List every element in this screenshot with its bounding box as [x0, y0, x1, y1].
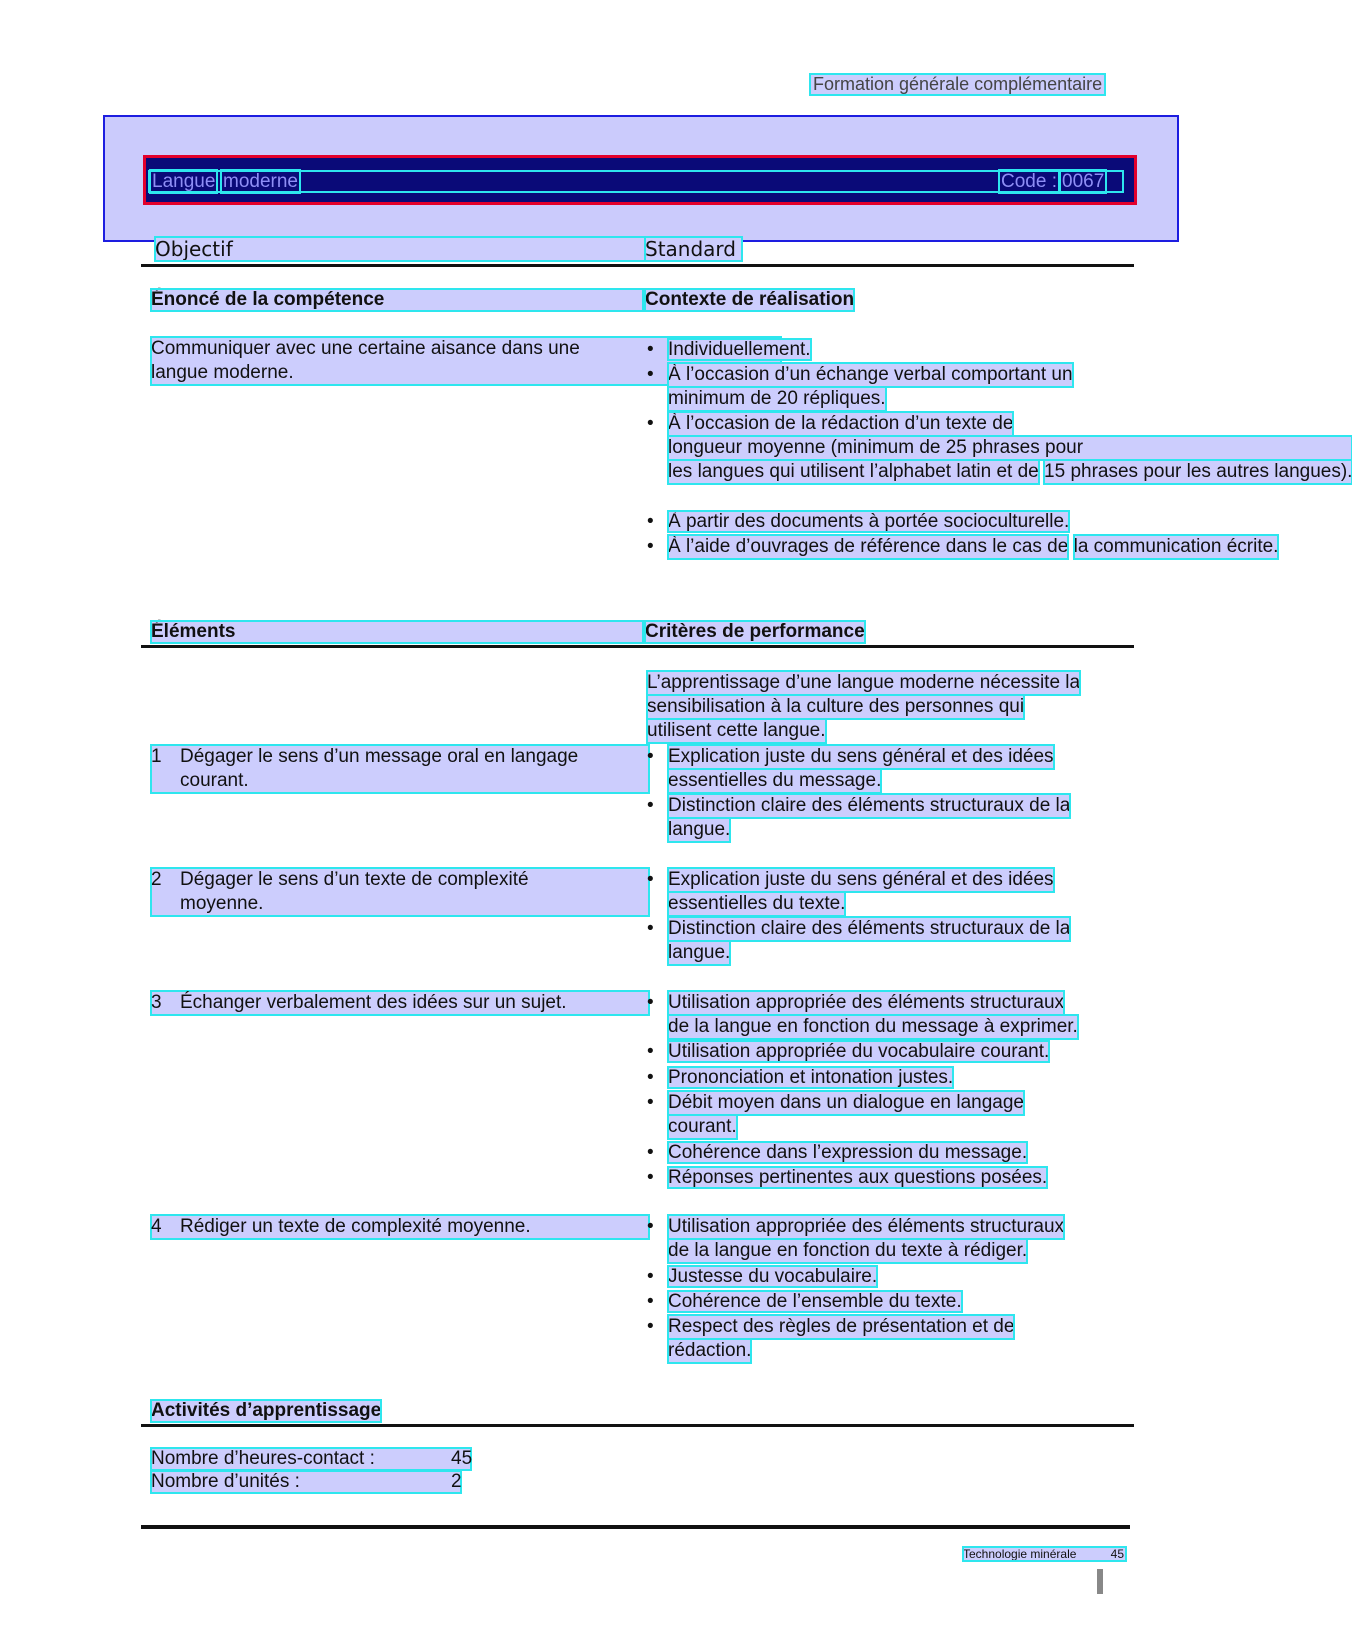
element-2: 2 Dégager le sens d’un texte de complexité moyenne.: [151, 868, 649, 916]
units-row: [151, 1471, 461, 1493]
criterion: • Cohérence de l’ensemble du texte.: [668, 1290, 962, 1314]
criterion: • Utilisation appropriée des éléments structuraux de la langue en fonction du texte à rédiger.: [668, 1215, 1064, 1263]
criteria-intro: L’apprentissage d’une langue moderne nécessite la sensibilisation à la culture des personnes qui utilisent cette langue.: [647, 672, 1081, 741]
element-1: 1 Dégager le sens d’un message oral en langage courant.: [151, 745, 649, 793]
hours-label: Nombre d’heures-contact :: [151, 1448, 375, 1469]
hours-value: 45: [451, 1448, 473, 1469]
running-header: Formation générale complémentaire: [810, 74, 1105, 95]
column-heading-standard: Standard: [645, 237, 742, 261]
criterion: • Respect des règles de présentation et de rédaction.: [668, 1315, 1014, 1363]
competence-heading: Énoncé de la compétence: [151, 289, 643, 311]
footer-mark: [1097, 1569, 1103, 1594]
criterion: • Cohérence dans l’expression du message.: [668, 1141, 1027, 1165]
column-heading-objectif: Objectif: [155, 237, 645, 261]
page-footer: [963, 1547, 1126, 1561]
course-code-value: 0067: [1062, 171, 1105, 192]
course-title-word: moderne: [223, 171, 298, 192]
elements-heading: Éléments: [151, 621, 643, 643]
element-4: 4 Rédiger un texte de complexité moyenne.: [151, 1215, 649, 1239]
units-value: 2: [451, 1471, 462, 1492]
divider: [141, 1424, 1134, 1427]
units-label: Nombre d’unités :: [151, 1471, 300, 1492]
criterion: • Débit moyen dans un dialogue en langage courant.: [668, 1091, 1024, 1139]
criterion: • Justesse du vocabulaire.: [668, 1265, 877, 1289]
criterion: • Distinction claire des éléments structuraux de la langue.: [668, 794, 1070, 842]
context-heading: Contexte de réalisation: [645, 289, 855, 310]
footer-divider: [141, 1525, 1130, 1529]
context-item: • À l’aide d’ouvrages de référence dans le cas de la communication écrite.: [668, 535, 1278, 559]
criterion: • Réponses pertinentes aux questions posées.: [668, 1166, 1047, 1190]
page-number: 45: [1110, 1547, 1124, 1561]
course-code-label: Code :: [1001, 171, 1057, 192]
element-3: 3 Échanger verbalement des idées sur un sujet.: [151, 991, 649, 1015]
criterion: • Distinction claire des éléments structuraux de la langue.: [668, 917, 1070, 965]
activities-heading: Activités d’apprentissage: [151, 1400, 382, 1421]
hours-row: [151, 1448, 471, 1470]
criterion: • Explication juste du sens général et des idées essentielles du message.: [668, 745, 1054, 793]
criterion: • Utilisation appropriée du vocabulaire courant.: [668, 1040, 1049, 1064]
context-item: • Individuellement.: [668, 338, 811, 362]
course-title-word: Langue: [152, 171, 216, 192]
criterion: • Prononciation et intonation justes.: [668, 1066, 953, 1090]
context-item: • À partir des documents à portée socioculturelle.: [668, 510, 1069, 534]
footer-program: Technologie minérale: [963, 1547, 1077, 1561]
context-item: • À l’occasion d’un échange verbal comportant un minimum de 20 répliques.: [668, 363, 1073, 411]
criterion: • Explication juste du sens général et des idées essentielles du texte.: [668, 868, 1054, 916]
divider: [141, 645, 1134, 648]
criterion: • Utilisation appropriée des éléments structuraux de la langue en fonction du message à exprimer.: [668, 991, 1078, 1039]
competence-statement: Communiquer avec une certaine aisance dans une langue moderne.: [151, 337, 781, 385]
criteria-heading: Critères de performance: [645, 621, 865, 642]
context-item: • À l’occasion de la rédaction d’un texte de longueur moyenne (minimum de 25 phrases pour les langues qui utilisent l’alphabet latin et de 15 phrases pour les autres langues).: [668, 412, 1352, 484]
divider: [141, 264, 1134, 267]
